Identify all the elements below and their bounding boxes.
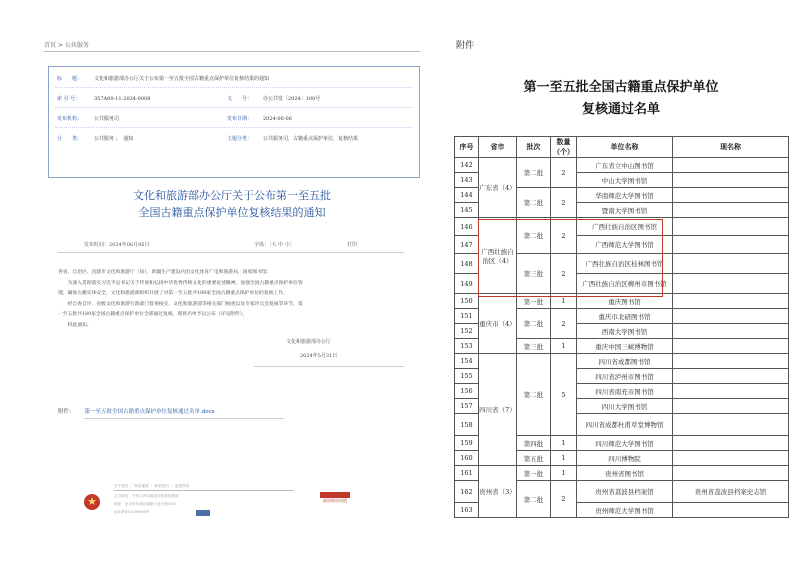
cell-unit: 华南师范大学图书馆 [577,188,673,203]
meta-org-value: 公共服务司 [94,116,120,122]
cell-current [673,158,789,173]
meta-date-label: 发布日期： [227,116,253,122]
divider [55,127,413,128]
cell-unit: 四川博物院 [577,451,673,466]
cell-current [673,354,789,369]
attachment-heading: 附件 [456,41,475,51]
cell-current [673,399,789,414]
attachment-link[interactable]: 第一至五批全国古籍重点保护单位复核通过名单.docx [84,409,215,415]
cell-unit: 广西壮族自治区柳州市图书馆 [577,274,673,294]
cell-batch: 第二批 [517,158,551,188]
cell-no: 145 [455,203,479,218]
cell-count: 5 [551,354,577,436]
divider [114,490,294,491]
table-row [455,158,789,173]
meta-date-value: 2024-06-06 [263,116,292,122]
meta-doc-label: 文 号： [227,96,253,102]
cell-no: 146 [455,218,479,236]
cell-count: 1 [551,436,577,451]
cell-province: 广东省（4） [479,158,517,218]
cell-current [673,466,789,481]
cell-no: 156 [455,384,479,399]
divider [58,252,404,253]
cell-current [673,218,789,236]
cell-current [673,436,789,451]
cell-unit: 广西师范大学图书馆 [577,236,673,254]
cell-current [673,414,789,436]
cell-count: 2 [551,481,577,518]
table-row [455,354,789,369]
list-title-line2: 复核通过名单 [581,102,660,117]
signer: 文化和旅游部办公厅 [286,339,332,345]
cell-current [673,236,789,254]
body-paragraph: 理，确保古籍实体安全，文化和旅游部组织开展了对第一至五批共180家全国古籍重点保护单位的复核工作。 [58,291,288,297]
cell-current [673,339,789,354]
col-header: 批次 [517,137,551,158]
table-row [455,218,789,236]
meta-topic-value: 公共服务司，古籍重点保护单位，复核结果 [263,136,359,142]
col-header: 省市 [479,137,517,158]
cell-unit: 贵州省荔波县档案馆 [577,481,673,503]
cell-current [673,324,789,339]
cell-unit: 四川大学图书馆 [577,399,673,414]
table-row [455,294,789,309]
divider [55,107,413,108]
cell-batch: 第一批 [517,294,551,309]
cell-batch: 第二批 [517,354,551,436]
cell-batch: 第二批 [517,188,551,218]
cell-count: 2 [551,309,577,339]
cell-no: 144 [455,188,479,203]
cell-current [673,369,789,384]
print-button[interactable]: 打印 [347,242,358,248]
cell-count: 2 [551,158,577,188]
col-header: 数量（个） [551,137,577,158]
col-header: 现名称 [673,137,789,158]
cell-no: 157 [455,399,479,414]
cell-no: 159 [455,436,479,451]
col-header: 单位名称 [577,137,673,158]
cell-count: 2 [551,188,577,218]
breadcrumb-home[interactable]: 首页 [44,42,57,49]
cell-unit: 西南大学图书馆 [577,324,673,339]
breadcrumb-section[interactable]: 公共服务 [64,42,89,49]
meta-org-label: 发布机构： [57,116,83,122]
unit-table [454,136,789,518]
cell-province: 贵州省（3） [479,466,517,518]
cell-no: 158 [455,414,479,436]
cell-unit: 四川省成都杜甫草堂博物馆 [577,414,673,436]
notice-title-line1: 文化和旅游部办公厅关于公布第一至五批 [133,189,331,202]
cell-current [673,173,789,188]
cell-current: 贵州省荔波县档案史志馆 [673,481,789,503]
body-paragraph: 各省、自治区、直辖市文化和旅游厅（局），新疆生产建设兵团文化体育广电和旅游局，国家图书馆： [58,270,272,275]
cell-no: 147 [455,236,479,254]
list-title-line1: 第一至五批全国古籍重点保护单位 [523,80,719,95]
cell-no: 148 [455,254,479,274]
cell-no: 151 [455,309,479,324]
font-size-switch[interactable]: 字体：［大 中 小］ [254,242,295,248]
cell-batch: 第二批 [517,481,551,518]
cell-current [673,384,789,399]
meta-code-value: 357A00-11-2024-0008 [94,96,151,102]
cell-unit: 四川省成都图书馆 [577,354,673,369]
cell-unit: 四川师范大学图书馆 [577,436,673,451]
ministry-emblem-icon: ★ [84,494,100,510]
security-badge-icon [196,510,210,516]
cell-unit: 广西壮族自治区图书馆 [577,218,673,236]
cell-count: 1 [551,339,577,354]
meta-doc-value: 办公共发〔2024〕100号 [263,96,321,102]
cell-count: 1 [551,451,577,466]
footer-links[interactable]: 关于我们 ｜ 网站地图 ｜ 联系我们 ｜ 意见声明 [114,484,190,488]
cell-no: 162 [455,481,479,503]
meta-cat-value: 公共服务 ； 通知 [94,136,134,142]
cell-no: 152 [455,324,479,339]
meta-topic-label: 主题分类： [227,136,253,142]
body-paragraph: 为深入贯彻落实习近平总书记关于传承和弘扬中华优秀传统文化的重要论述精神，加强全国古籍重点保护单位管 [58,280,303,286]
cell-province: 重庆市（4） [479,294,517,354]
meta-cat-label: 分 类： [57,136,83,142]
body-paragraph: 一至五批共180家全国古籍重点保护单位全部通过复核，现将名单予以公布（详见附件）。 [58,312,248,318]
table-row [455,466,789,481]
cell-unit: 重庆中国三峡博物馆 [577,339,673,354]
cell-unit: 暨南大学图书馆 [577,203,673,218]
cell-unit: 重庆图书馆 [577,294,673,309]
cell-no: 143 [455,173,479,188]
cell-current [673,274,789,294]
publish-time: 发布时间：2024年06月06日 [84,242,150,248]
cell-current [673,203,789,218]
cell-batch: 第二批 [517,309,551,339]
cell-current [673,254,789,274]
divider [55,87,413,88]
sign-date: 2024年5月31日 [300,353,338,359]
site-footer [84,484,384,536]
notice-body [58,268,398,332]
cell-no: 154 [455,354,479,369]
cell-province: 四川省（7） [479,354,517,466]
cell-current [673,309,789,324]
notice-page [44,36,420,526]
divider [254,366,404,367]
cell-current [673,503,789,518]
metadata-box [48,66,420,178]
cell-unit: 贵州省图书馆 [577,466,673,481]
cell-no: 155 [455,369,479,384]
breadcrumb-sep: > [57,42,63,49]
cell-no: 160 [455,451,479,466]
cell-no: 161 [455,466,479,481]
cell-unit: 四川省泸州市图书馆 [577,369,673,384]
footer-icp: 京ICP备12009980号 [114,510,150,514]
cell-current [673,188,789,203]
cell-batch: 第二批 [517,218,551,254]
cell-no: 142 [455,158,479,173]
meta-title-label: 标 题： [57,76,83,82]
cell-current [673,294,789,309]
divider [44,51,420,52]
cell-no: 163 [455,503,479,518]
cell-unit: 广西壮族自治区桂林图书馆 [577,254,673,274]
meta-title-value: 文化和旅游部办公厅关于公布第一至五批全国古籍重点保护单位复核结果的通知 [94,76,270,82]
attachment [58,407,215,415]
attachment-label: 附件： [58,409,75,415]
cell-count: 2 [551,254,577,294]
badge-label: 政府网站找错 [323,498,347,503]
cell-count: 1 [551,466,577,481]
gov-website-badge[interactable] [320,492,350,504]
footer-host: 主办单位：中华人民共和国文化和旅游部 [114,494,179,498]
cell-batch: 第三批 [517,339,551,354]
cell-no: 149 [455,274,479,294]
footer-address: 地址：北京市东城区朝阳门北大街10号 [114,502,177,506]
notice-title-line2: 全国古籍重点保护单位复核结果的通知 [138,206,326,219]
cell-unit: 广东省立中山图书馆 [577,158,673,173]
table-header [455,137,789,158]
cell-unit: 贵州师范大学图书馆 [577,503,673,518]
divider [84,418,284,419]
cell-no: 150 [455,294,479,309]
cell-no: 153 [455,339,479,354]
attachment-page [451,36,791,546]
cell-province: 广西壮族自治区（4） [479,218,517,294]
cell-batch: 第一批 [517,466,551,481]
breadcrumb [44,40,89,49]
cell-unit: 重庆市北碚图书馆 [577,309,673,324]
cell-batch: 第五批 [517,451,551,466]
meta-code-label: 索 引 号： [57,96,81,102]
cell-batch: 第三批 [517,254,551,294]
cell-unit: 四川省南充市图书馆 [577,384,673,399]
cell-count: 2 [551,218,577,254]
cell-current [673,451,789,466]
body-paragraph: 特此通知。 [58,322,92,328]
col-header: 序号 [455,137,479,158]
cell-unit: 中山大学图书馆 [577,173,673,188]
cell-count: 1 [551,294,577,309]
body-paragraph: 经自查自评、省级文化和旅游行政部门督查核实、文化和旅游部等相关部门抽查以及专家评议会复核等环节，第 [58,301,303,307]
cell-batch: 第四批 [517,436,551,451]
